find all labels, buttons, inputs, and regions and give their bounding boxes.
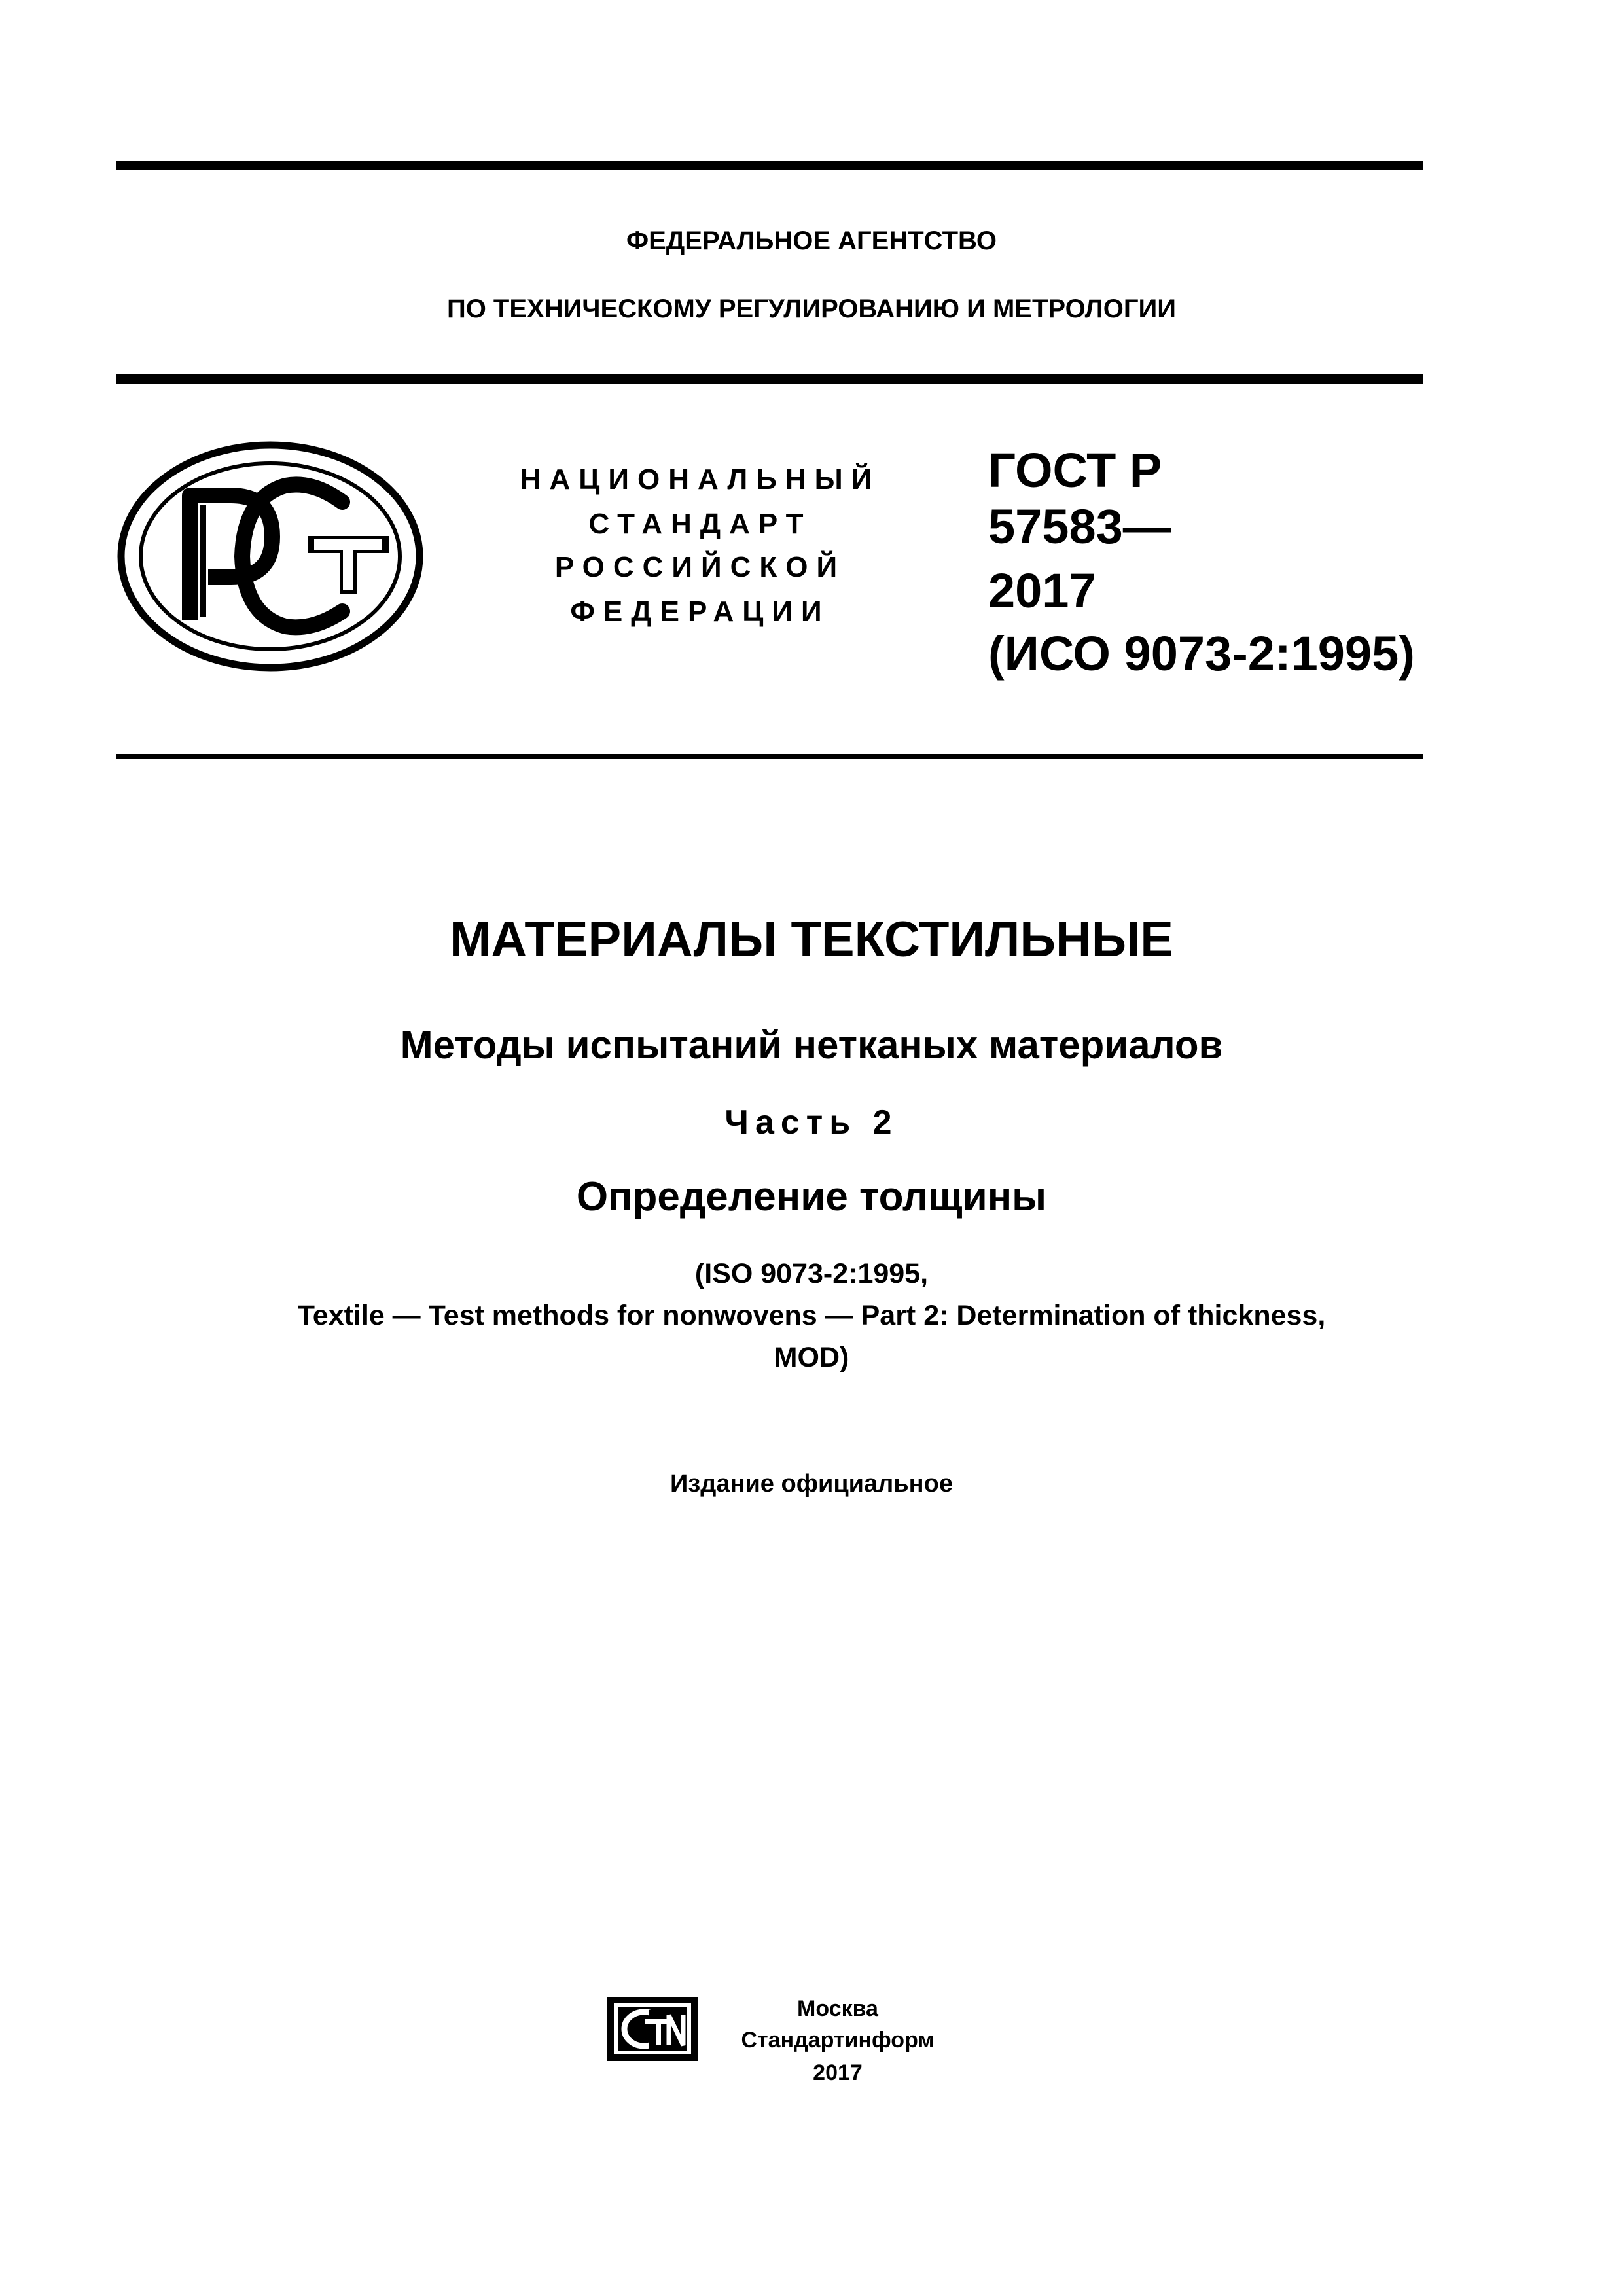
document-part: Часть 2 xyxy=(724,1103,899,1141)
iso-reference-line-2: Textile — Test methods for nonwovens — Part 2: Determination of thickness, xyxy=(297,1300,1326,1331)
edition-label: Издание официальное xyxy=(670,1470,953,1498)
document-definition: Определение толщины xyxy=(576,1174,1047,1219)
document-subtitle: Методы испытаний нетканых материалов xyxy=(400,1023,1223,1067)
document-title: МАТЕРИАЛЫ ТЕКСТИЛЬНЫЕ xyxy=(450,912,1173,967)
header-rule xyxy=(116,374,1423,384)
standartinform-logo-icon xyxy=(603,1993,702,2065)
designation-line-1: ГОСТ Р xyxy=(988,443,1162,497)
national-standard-line-1: НАЦИОНАЛЬНЫЙ xyxy=(520,463,881,495)
agency-line-1: ФЕДЕРАЛЬНОЕ АГЕНТСТВО xyxy=(626,226,997,255)
designation-rule xyxy=(116,754,1423,759)
publisher-city: Москва xyxy=(797,1996,878,2021)
publisher-year: 2017 xyxy=(813,2060,863,2085)
designation-line-4: (ИСО 9073-2:1995) xyxy=(988,626,1415,681)
iso-reference-line-3: MOD) xyxy=(774,1342,849,1373)
designation-line-2: 57583— xyxy=(988,499,1171,554)
top-rule xyxy=(116,161,1423,170)
designation-line-3: 2017 xyxy=(988,564,1096,618)
national-standard-line-2: СТАНДАРТ xyxy=(588,508,812,540)
iso-reference-line-1: (ISO 9073-2:1995, xyxy=(694,1258,929,1289)
national-standard-line-3: РОССИЙСКОЙ xyxy=(554,551,846,583)
national-standard-line-4: ФЕДЕРАЦИИ xyxy=(570,596,830,628)
agency-line-2: ПО ТЕХНИЧЕСКОМУ РЕГУЛИРОВАНИЮ И МЕТРОЛОГИИ xyxy=(446,295,1177,323)
publisher-name: Стандартинформ xyxy=(741,2028,935,2053)
rst-certification-emblem-icon xyxy=(116,440,424,673)
